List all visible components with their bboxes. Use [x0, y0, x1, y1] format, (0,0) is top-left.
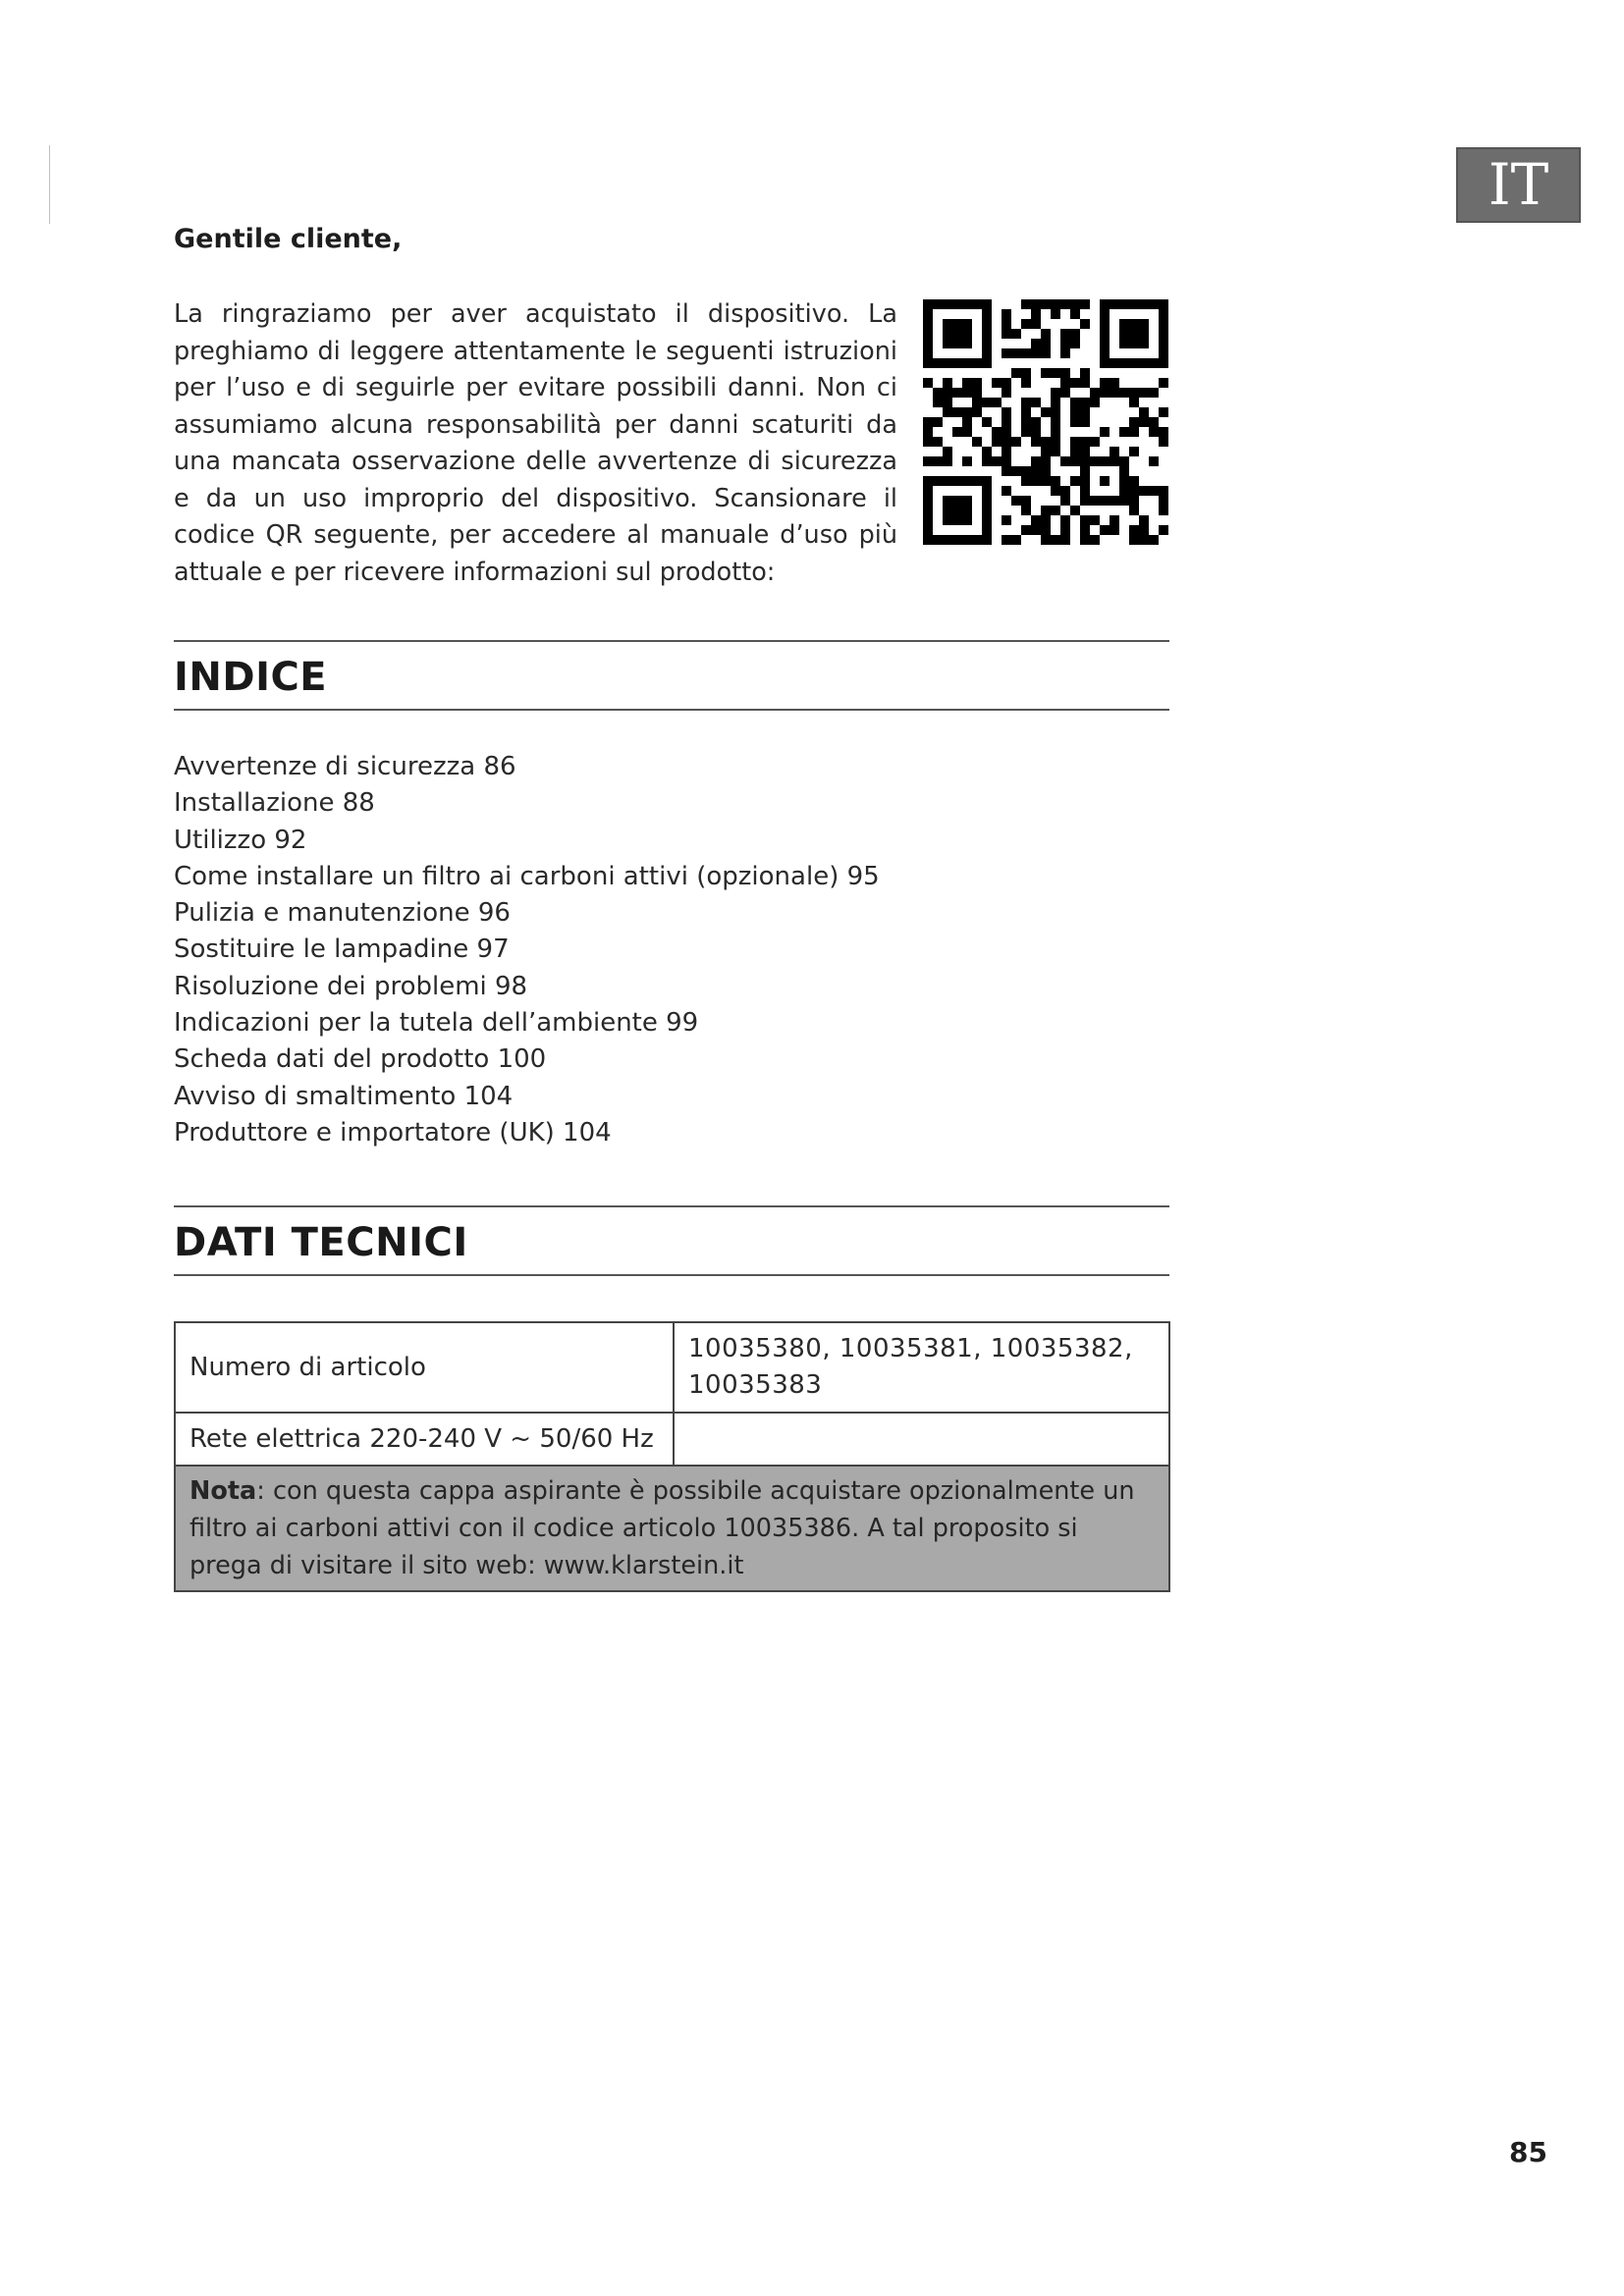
spec-label: Numero di articolo — [175, 1322, 674, 1413]
toc-item: Risoluzione dei problemi 98 — [174, 971, 528, 1001]
spec-label: Rete elettrica 220-240 V ~ 50/60 Hz — [175, 1413, 674, 1466]
toc-item: Scheda dati del prodotto 100 — [174, 1044, 547, 1075]
note-label: Nota — [189, 1476, 257, 1506]
toc-item: Indicazioni per la tutela dell’ambiente 99 — [174, 1008, 699, 1039]
toc-item: Sostituire le lampadine 97 — [174, 934, 510, 965]
note-text: : con questa cappa aspirante è possibile acquistare opzionalmente un filtro ai carboni attivi con il codice articolo 10035386. A tal proposito si prega di visitare il sito web: www.klarstein.it — [189, 1476, 1135, 1580]
index-title: INDICE — [174, 655, 328, 700]
specs-title: DATI TECNICI — [174, 1220, 468, 1265]
specs-top-rule — [174, 1205, 1169, 1207]
table-row — [175, 1322, 1169, 1413]
spec-value: 10035380, 10035381, 10035382, 10035383 — [674, 1322, 1169, 1413]
table-of-contents — [174, 749, 880, 1151]
greeting: Gentile cliente, — [174, 224, 403, 254]
page-number: 85 — [1509, 2136, 1547, 2168]
note-cell — [175, 1466, 1169, 1591]
spec-value — [674, 1413, 1169, 1466]
toc-item: Avvertenze di sicurezza 86 — [174, 752, 516, 781]
toc-item: Installazione 88 — [174, 788, 375, 819]
qr-code — [923, 299, 1168, 545]
toc-item: Avviso di smaltimento 104 — [174, 1081, 514, 1111]
table-row — [175, 1466, 1169, 1591]
index-bottom-rule — [174, 709, 1169, 711]
language-tab: IT — [1456, 147, 1581, 223]
toc-item: Utilizzo 92 — [174, 825, 307, 855]
specs-bottom-rule — [174, 1274, 1169, 1276]
index-top-rule — [174, 640, 1169, 642]
table-row — [175, 1413, 1169, 1466]
intro-paragraph: La ringraziamo per aver acquistato il dispositivo. La preghiamo di leggere attentamente le seguenti istruzioni per l’uso e di seguirle per evitare possibili danni. Non ci assumiamo alcuna responsabilità per danni scaturiti da una mancata osservazione delle avvertenze di sicurezza e da un uso improprio del dispositivo. Scansionare il codice QR seguente, per accedere al manuale d’uso più attuale e per ricevere informazioni sul prodotto: — [174, 299, 897, 587]
toc-item: Come installare un filtro ai carboni attivi (opzionale) 95 — [174, 861, 880, 891]
specs-table — [174, 1321, 1170, 1592]
toc-item: Pulizia e manutenzione 96 — [174, 898, 511, 929]
toc-item: Produttore e importatore (UK) 104 — [174, 1117, 612, 1148]
page-edge-mark — [49, 145, 50, 224]
